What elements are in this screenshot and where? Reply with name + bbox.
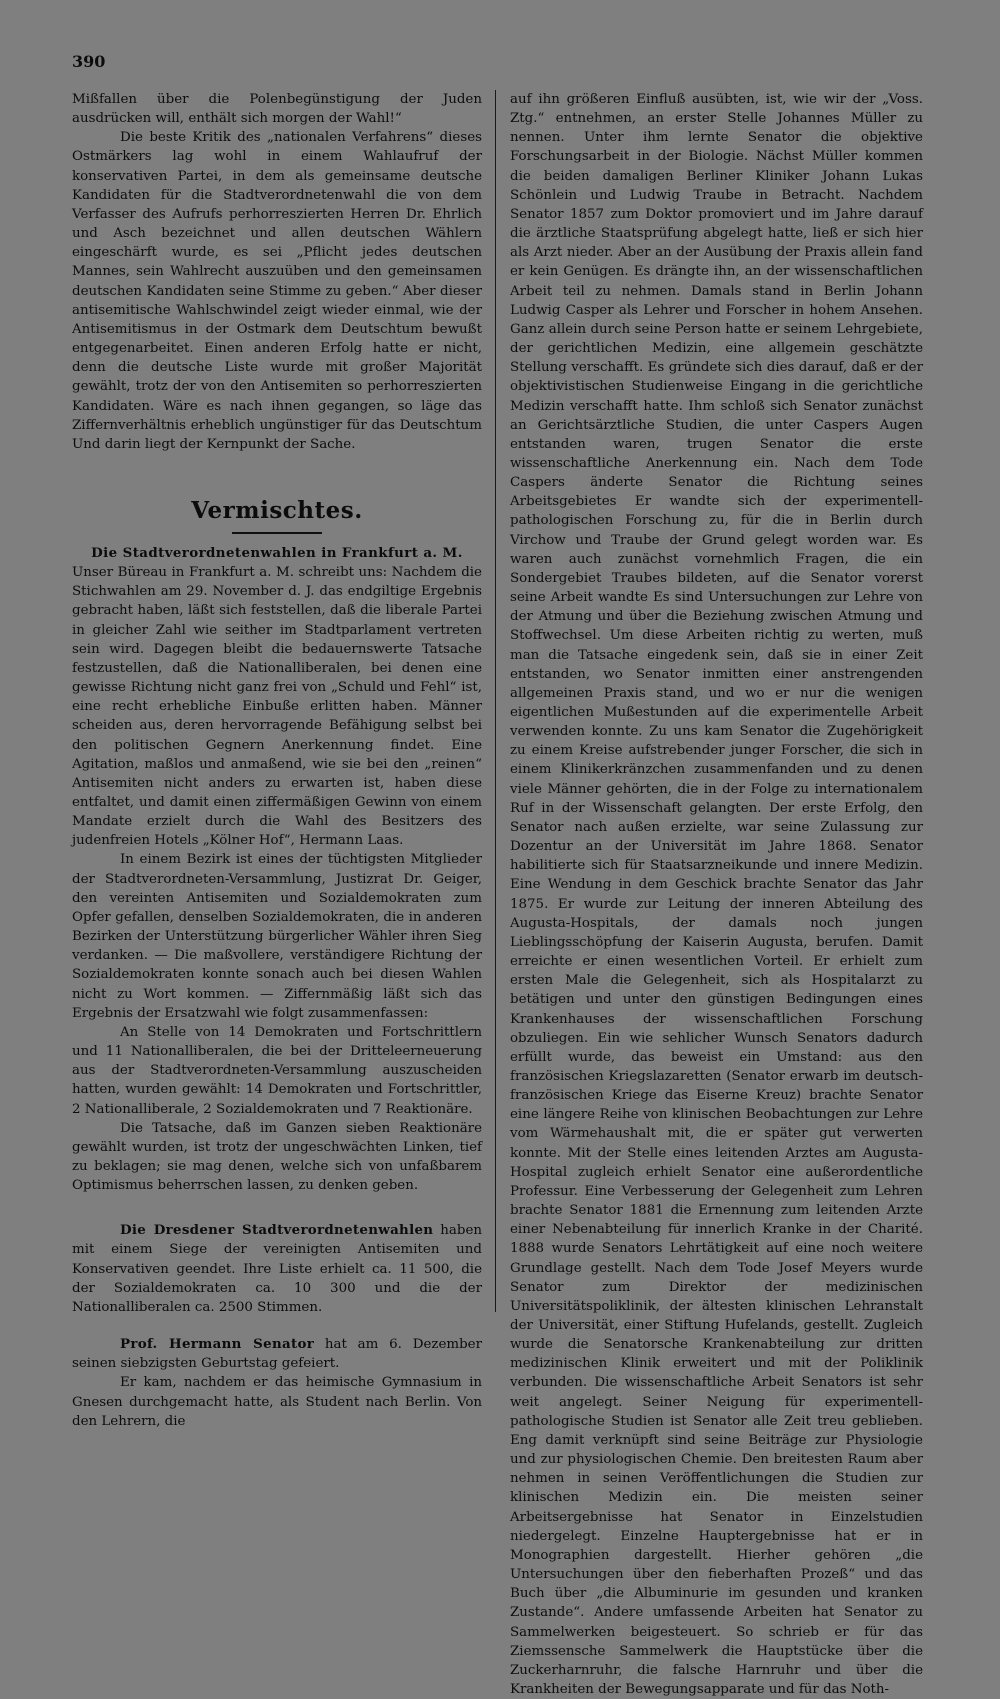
- frankfurt-paragraph-1: Unser Büreau in Frankfurt a. M. schreibt uns: Nachdem die Stichwahlen am 29. November d. J. das endgiltige Ergebnis gebracht haben, läßt sich feststellen, daß die liberale Partei in gleicher Zahl wie seither im Stadtparlament vertreten sein wird. Dagegen bleibt die bedauernswerte Tatsache festzustellen, daß die Nationalliberalen, bei denen eine gewisse Richtung nicht ganz frei von „Schuld und Fehl“ ist, eine recht erhebliche Einbuße erlitten haben. Männer scheiden aus, deren hervorragende Befähigung selbst bei den politischen Gegnern Anerkennung findet. Eine Agitation, maßlos und anmaßend, wie sie bei den „reinen“ Antisemiten nicht anders zu erwarten ist, haben diese entfaltet, und damit einen ziffermäßigen Gewinn von einem Mandate erzielt durch die Wahl des Besitzers des judenfreien Hotels „Kölner Hof“, Hermann Laas.: [72, 565, 482, 849]
- section-divider: [232, 532, 322, 534]
- dresden-text: haben mit einem Siege der vereinigten Antisemiten und Konservativen geendet. Ihre Liste erhielt ca. 11 500, die der Sozialdemokraten ca. 10 300 und die der Nationalliberalen ca. 2500 Stimmen.: [72, 1223, 482, 1315]
- intro-paragraph-2: Die beste Kritik des „nationalen Verfahrens“ dieses Ostmärkers lag wohl in einem Wahlaufruf der konservativen Partei, in dem als gemeinsame deutsche Kandidaten für die Stadtverordnetenwahl die von dem Verfasser des Aufrufs perhorreszierten Herren Dr. Ehrlich und Asch bezeichnet und allen deutschen Wählern eingeschärft wurde, es sei „Pflicht jedes deutschen Mannes, sein Wahlrecht auszuüben und den gemeinsamen deutschen Kandidaten seine Stimme zu geben.“ Aber dieser antisemitische Wahlschwindel zeigt wieder einmal, wie der Antisemitismus in der Ostmark dem Deutschtum bewußt entgegenarbeitet. Einen anderen Erfolg hatte er nicht, denn die deutsche Liste wurde mit großer Majorität gewählt, trotz der von den Antisemiten so perhorreszierten Kandidaten. Wäre es nach ihnen gegangen, so läge das Ziffernverhältnis erheblich ungünstiger für das Deutschtum Und darin liegt der Kernpunkt der Sache.: [72, 130, 482, 452]
- right-column: [510, 90, 923, 1699]
- frankfurt-heading: Die Stadtverordnetenwahlen in Frankfurt a. M.: [91, 544, 463, 561]
- senator-paragraph-1: Er kam, nachdem er das heimische Gymnasium in Gnesen durchgemacht hatte, als Student nach Berlin. Von den Lehrern, die: [72, 1375, 482, 1429]
- frankfurt-paragraph-2: In einem Bezirk ist eines der tüchtigsten Mitglieder der Stadtverordneten-Versammlung, Justizrat Dr. Geiger, den vereinten Antisemiten und Sozialdemokraten zum Opfer gefallen, denselben Sozialdemokraten, die in anderen Bezirken der Unterstützung bürgerlicher Wähler ihren Sieg verdanken. — Die maßvollere, verständigere Richtung der Sozialdemokraten konnte sonach auch bei diesen Wahlen nicht zu Wort kommen. — Ziffernmäßig läßt sich das Ergebnis der Ersatzwahl wie folgt zusammenfassen:: [72, 852, 482, 1021]
- dresden-heading: Die Dresdener Stadtverordnetenwahlen: [120, 1222, 434, 1239]
- senator-text: hat am 6. Dezember seinen siebzigsten Geburtstag gefeiert.: [72, 1337, 482, 1372]
- senator-continuation: auf ihn größeren Einfluß ausübten, ist, wie wir der „Voss. Ztg.“ entnehmen, an erster Stelle Johannes Müller zu nennen. Unter ihm lernte Senator die objektive Forschungsarbeit in der Biologie. Nächst Müller kommen die beiden damaligen Berliner Kliniker Johann Lukas Schönlein und Ludwig Traube in Betracht. Nachdem Senator 1857 zum Doktor promoviert und im Jahre darauf die ärztliche Staatsprüfung abgelegt hatte, ließ er sich hier als Arzt nieder. Aber an der Ausübung der Praxis allein fand er kein Genügen. Es drängte ihn, an der wissenschaftlichen Arbeit teil zu nehmen. Damals stand in Berlin Johann Ludwig Casper als Lehrer und Forscher in hohem Ansehen. Ganz allein durch seine Person hatte er seinem Lehrgebiete, der gerichtlichen Medizin, eine allgemein geschätzte Stellung verschafft. Es gründete sich dies darauf, daß er der objektivistischen Studienweise Eingang in die gerichtliche Medizin verschafft hatte. Ihm schloß sich Senator zunächst an Gerichtsärztliche Studien, die unter Caspers Augen entstanden waren, trugen Senator die erste wissenschaftliche Anerkennung ein. Nach dem Tode Caspers änderte Senator die Richtung seines Arbeitsgebietes Er wandte sich der experimentell-pathologischen Forschung zu, für die in Berlin durch Virchow und Traube der Grund gelegt worden war. Es waren auch zunächst vornehmlich Fragen, die ein Sondergebiet Traubes bildeten, auf die Senator vorerst seine Arbeit wandte Es sind Untersuchungen zur Lehre von der Atmung und über die Beziehung zwischen Atmung und Stoffwechsel. Um diese Arbeiten richtig zu werten, muß man die Tatsache eingedenk sein, daß sie in einer Zeit entstanden, wo Senator inmitten einer anstrengenden allgemeinen Praxis stand, und wo er nur die wenigen eigentlichen Mußestunden auf die experimentelle Arbeit verwenden konnte. Zu uns kam Senator die Zugehörigkeit zu einem Kreise aufstrebender junger Forscher, die sich in einem Klinikerkränzchen zusammenfanden und zu denen viele Männer gehörten, die in der Folge zu internationalem Ruf in der Wissenschaft gelangten. Der erste Erfolg, den Senator nach außen erzielte, war seine Zulassung zur Dozentur an der Universität im Jahre 1868. Senator habilitierte sich für Staatsarzneikunde und innere Medizin. Eine Wendung in dem Geschick brachte Senator das Jahr 1875. Er wurde zur Leitung der inneren Abteilung des Augusta-Hospitals, der damals noch jungen Lieblingsschöpfung der Kaiserin Augusta, berufen. Damit erreichte er einen wesentlichen Vorteil. Er erhielt zum ersten Male die Gelegenheit, sich als Hospitalarzt zu betätigen und unter den günstigen Bedingungen eines Krankenhauses der wissenschaftlichen Forschung obzuliegen. Ein wie sehlicher Wunsch Senators dadurch erfüllt wurde, das beweist ein Umstand: aus den französischen Kriegslazaretten (Senator erwarb im deutsch-französischen Kriege das Eiserne Kreuz) brachte Senator eine längere Reihe von klinischen Beobachtungen zur Lehre vom Wärmehaushalt mit, die er später gut verwerten konnte. Mit der Stelle eines leitenden Arztes am Augusta-Hospital zugleich erhielt Senator eine außerordentliche Professur. Eine Verbesserung der Gelegenheit zum Lehren brachte Senator 1881 die Ernennung zum leitenden Arzte einer Nebenabteilung für innerlich Kranke in der Charité. 1888 wurde Senators Lehrtätigkeit auf eine noch weitere Grundlage gestellt. Nach dem Tode Josef Meyers wurde Senator zum Direktor der medizinischen Universitätspoliklinik, der ältesten klinischen Lehranstalt der Universität, einer Stiftung Hufelands, gestellt. Zugleich wurde die Senatorsche Krankenabteilung zur dritten medizinischen Klinik erweitert und mit der Poliklinik verbunden. Die wissenschaftliche Arbeit Senators ist sehr weit angelegt. Seiner Neigung für experimentell-pathologische Studien ist Senator alle Zeit treu geblieben. Eng damit verknüpft sind seine Beiträge zur Physiologie und zur physiologischen Chemie. Den breitesten Raum aber nehmen in seinen Veröffentlichungen die Studien zur klinischen Medizin ein. Die meisten seiner Arbeitsergebnisse hat Senator in Einzelstudien niedergelegt. Einzelne Hauptergebnisse hat er in Monographien dargestellt. Hierher gehören „die Untersuchungen über den fieberhaften Prozeß“ und das Buch über „die Albuminurie im gesunden und kranken Zustande“. Andere umfassende Arbeiten hat Senator zu Sammelwerken beigesteuert. So schrieb er für das Ziemssensche Sammelwerk die Hauptstücke über die Zuckerharnruhr, die falsche Harnruhr und über die Krankheiten der Bewegungsapparate und für das Noth-: [510, 92, 923, 1697]
- frankfurt-paragraph-4: Die Tatsache, daß im Ganzen sieben Reaktionäre gewählt wurden, ist trotz der ungeschwächten Linken, tief zu beklagen; sie mag denen, welche sich von unfaßbarem Optimismus beherrschen lassen, zu denken geben.: [72, 1120, 482, 1194]
- intro-paragraph-1: Mißfallen über die Polenbegünstigung der Juden ausdrücken will, enthält sich morgen der Wahl!“: [72, 92, 482, 127]
- column-divider: [495, 90, 496, 1312]
- senator-paragraph: [72, 1335, 482, 1373]
- dresden-paragraph: [72, 1221, 482, 1317]
- frankfurt-paragraph-3: An Stelle von 14 Demokraten und Fortschrittlern und 11 Nationalliberalen, die bei der Dritteleerneuerung aus der Stadtverordneten-Versammlung auszuscheiden hatten, wurden gewählt: 14 Demokraten und Fortschrittler, 2 Nationalliberale, 2 Sozialdemokraten und 7 Reaktionäre.: [72, 1024, 482, 1117]
- left-column: [72, 90, 482, 1431]
- senator-heading: Prof. Hermann Senator: [120, 1336, 315, 1353]
- page-number: 390: [72, 52, 106, 71]
- section-title: Vermischtes.: [191, 496, 363, 524]
